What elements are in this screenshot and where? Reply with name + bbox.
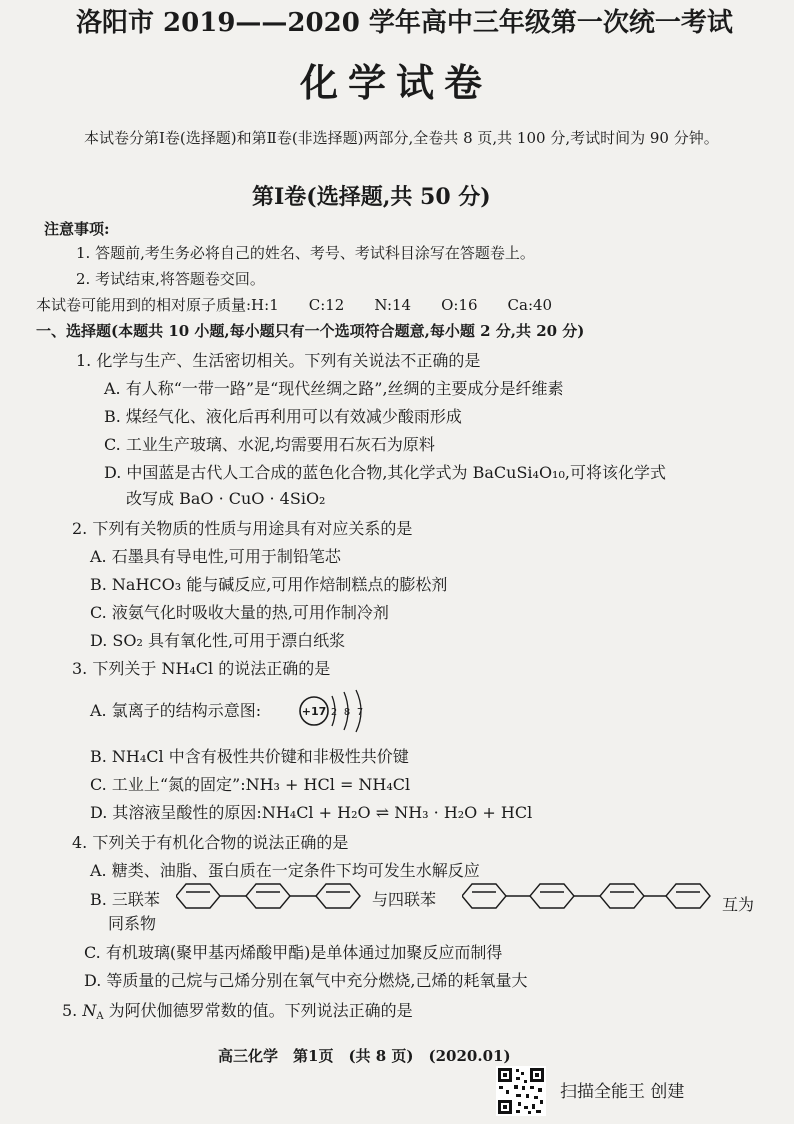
q1-option-d-cont: 改写成 BaO · CuO · 4SiO₂ <box>126 489 326 508</box>
q2-option-b: B. NaHCO₃ 能与碱反应,可用作焙制糕点的膨松剂 <box>90 575 448 594</box>
benzene-ring-3 <box>316 884 360 908</box>
q1-option-b: B. 煤经气化、液化后再利用可以有效减少酸雨形成 <box>104 407 462 426</box>
q4-option-b-end: 互为 <box>722 895 755 914</box>
scanner-watermark: 扫描全能王 创建 <box>560 1082 685 1102</box>
q4-option-a: A. 糖类、油脂、蛋白质在一定条件下均可发生水解反应 <box>90 861 480 880</box>
section-title: 一、选择题(本题共 10 小题,每小题只有一个选项符合题意,每小题 2 分,共 20 分) <box>36 322 585 340</box>
q5-number: 5. <box>62 1001 78 1020</box>
benzene-ring-1 <box>176 884 220 908</box>
q1-option-d: D. 中国蓝是古代人工合成的蓝色化合物,其化学式为 BaCuSi₄O₁₀,可将该化学式 <box>104 463 666 482</box>
nucleus-charge: +17 <box>301 705 327 718</box>
q2-option-c: C. 液氨气化时吸收大量的热,可用作制冷剂 <box>90 603 389 622</box>
notes-title: 注意事项: <box>44 220 110 238</box>
intro-text: 本试卷分第Ⅰ卷(选择题)和第Ⅱ卷(非选择题)两部分,全卷共 8 页,共 100 分,考试时间为 90 分钟。 <box>84 129 719 147</box>
terphenyl-structure <box>176 880 366 912</box>
benzene-ring-1 <box>462 884 506 908</box>
q2-option-d: D. SO₂ 具有氧化性,可用于漂白纸浆 <box>90 631 346 650</box>
chloride-ion-diagram <box>294 688 374 734</box>
avogadro-subscript: A <box>96 1011 104 1022</box>
q1-stem: 1. 化学与生产、生活密切相关。下列有关说法不正确的是 <box>76 351 481 370</box>
quaterphenyl-structure <box>462 880 714 912</box>
avogadro-symbol: N <box>82 1001 97 1020</box>
q4-option-d: D. 等质量的己烷与己烯分别在氧气中充分燃烧,己烯的耗氧量大 <box>84 971 528 990</box>
q5-stem <box>62 998 413 1022</box>
benzene-ring-2 <box>530 884 574 908</box>
q1-option-c: C. 工业生产玻璃、水泥,均需要用石灰石为原料 <box>104 435 435 454</box>
note-1: 1. 答题前,考生务必将自己的姓名、考号、考试科目涂写在答题卷上。 <box>76 244 535 262</box>
part-title: 第Ⅰ卷(选择题,共 50 分) <box>252 184 491 210</box>
shell-2-count: 8 <box>343 707 351 718</box>
atomic-mass-line: 本试卷可能用到的相对原子质量:H:1 C:12 N:14 O:16 Ca:40 <box>36 296 553 314</box>
benzene-ring-4 <box>666 884 710 908</box>
q4-option-c: C. 有机玻璃(聚甲基丙烯酸甲酯)是单体通过加聚反应而制得 <box>84 943 503 962</box>
q2-option-a: A. 石墨具有导电性,可用于制铅笔芯 <box>90 547 341 566</box>
qr-code-icon <box>496 1066 546 1116</box>
q1-option-a: A. 有人称“一带一路”是“现代丝绸之路”,丝绸的主要成分是纤维素 <box>104 379 564 398</box>
q3-option-d: D. 其溶液呈酸性的原因:NH₄Cl + H₂O ⇌ NH₃ · H₂O + HCl <box>90 803 533 822</box>
q3-option-c: C. 工业上“氮的固定”:NH₃ + HCl = NH₄Cl <box>90 775 411 794</box>
benzene-ring-2 <box>246 884 290 908</box>
page-footer: 高三化学 第1页 (共 8 页) (2020.01) <box>218 1047 511 1065</box>
note-2: 2. 考试结束,将答题卷交回。 <box>76 270 265 288</box>
q5-stem-text: 为阿伏伽德罗常数的值。下列说法正确的是 <box>103 1001 413 1020</box>
q3-option-a: A. 氯离子的结构示意图: <box>90 701 262 720</box>
subject-title: 化学试卷 <box>300 60 493 105</box>
benzene-ring-3 <box>600 884 644 908</box>
q4-option-b-cont: 同系物 <box>108 914 157 933</box>
q4-option-b-mid: 与四联苯 <box>372 890 437 909</box>
shell-3-count: 7 <box>356 707 364 718</box>
q3-option-b: B. NH₄Cl 中含有极性共价键和非极性共价键 <box>90 747 409 766</box>
shell-1-count: 2 <box>330 707 338 718</box>
q4-option-b-label: B. 三联苯 <box>90 890 160 909</box>
q3-stem: 3. 下列关于 NH₄Cl 的说法正确的是 <box>72 659 331 678</box>
q2-stem: 2. 下列有关物质的性质与用途具有对应关系的是 <box>72 519 413 538</box>
q4-stem: 4. 下列关于有机化合物的说法正确的是 <box>72 833 349 852</box>
exam-title: 洛阳市 2019——2020 学年高中三年级第一次统一考试 <box>76 8 733 38</box>
